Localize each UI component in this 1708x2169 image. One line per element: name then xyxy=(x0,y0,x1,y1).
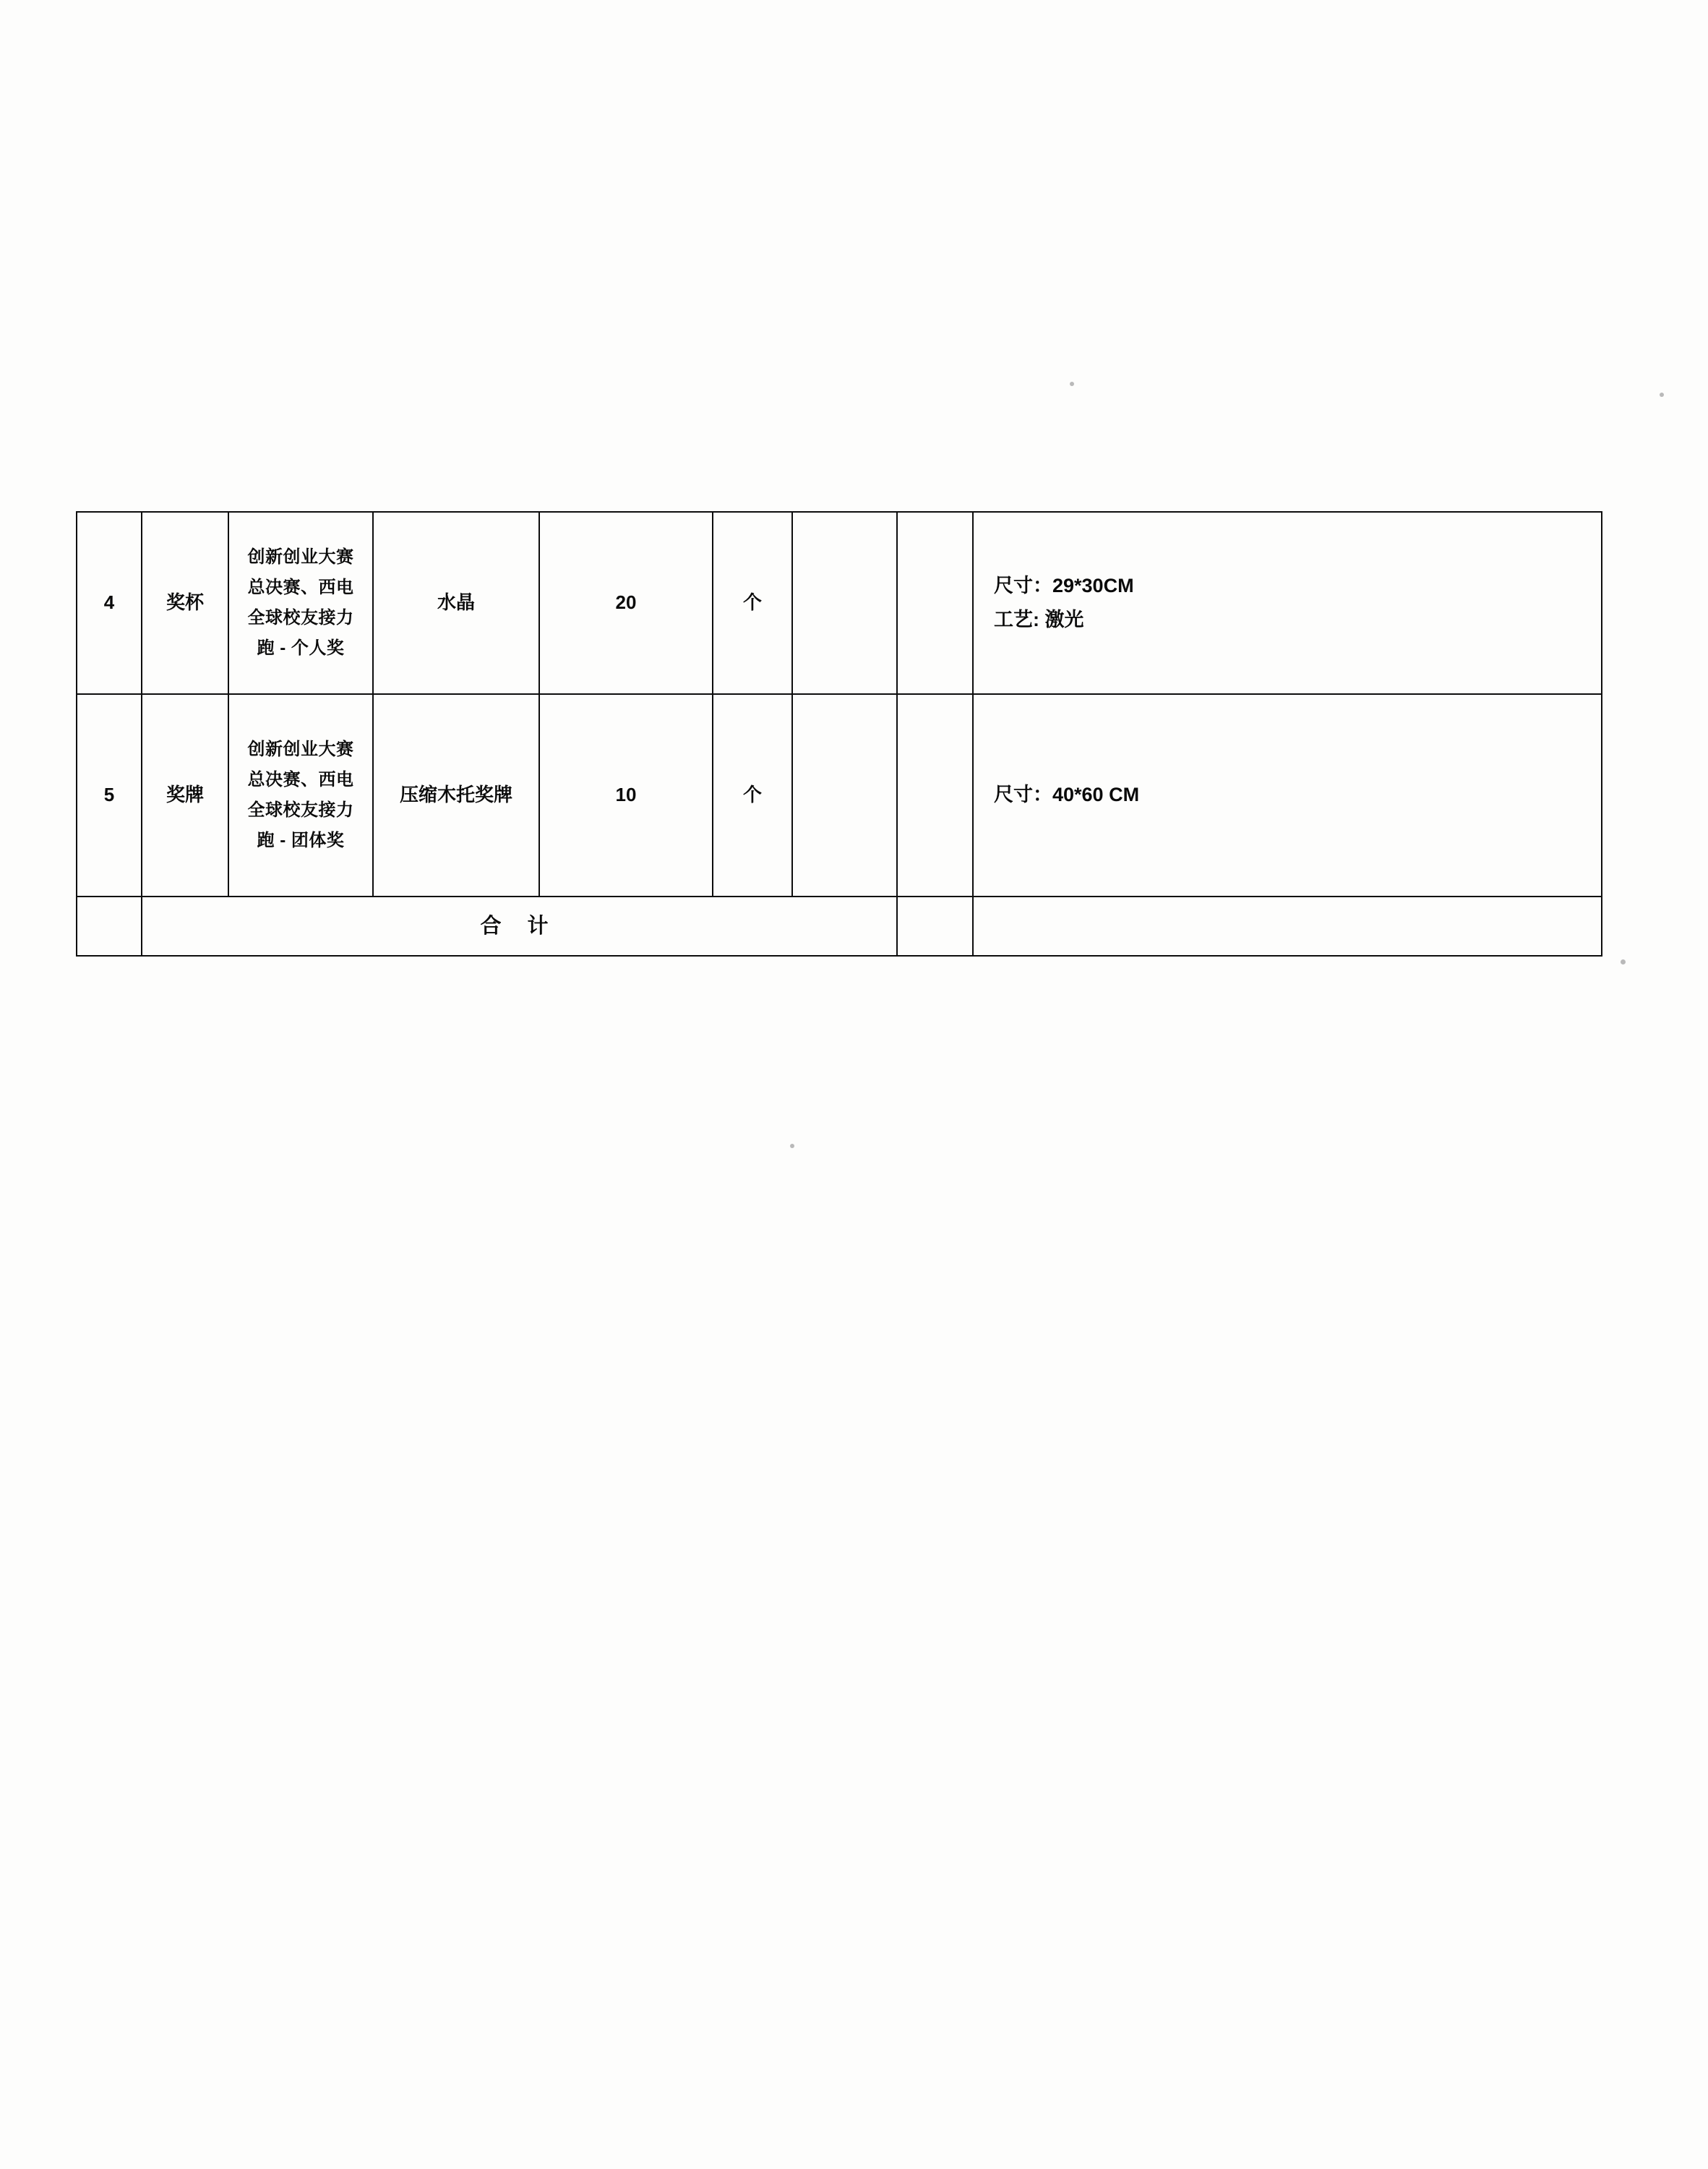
description-line: 创新创业大赛 xyxy=(247,547,354,567)
cell-material: 压缩木托奖牌 xyxy=(373,694,539,897)
description-line: 全球校友接力 xyxy=(247,608,354,628)
table-total-row xyxy=(77,897,1602,956)
cell-quantity: 20 xyxy=(539,512,713,694)
cell-blank xyxy=(897,694,973,897)
scan-speck xyxy=(1621,959,1626,964)
cell-quantity: 10 xyxy=(539,694,713,897)
cell-spec xyxy=(973,694,1602,897)
cell-index xyxy=(77,897,142,956)
cell-price xyxy=(792,512,897,694)
cell-material: 水晶 xyxy=(373,512,539,694)
cell-spec xyxy=(973,897,1602,956)
description-line: 跑 - 团体奖 xyxy=(257,831,345,850)
cell-blank xyxy=(897,512,973,694)
spec-line: 尺寸：29*30CM xyxy=(994,574,1134,596)
cell-name: 奖牌 xyxy=(142,694,228,897)
cell-price xyxy=(792,694,897,897)
cell-name: 奖杯 xyxy=(142,512,228,694)
spec-line: 尺寸：40*60 CM xyxy=(994,784,1140,806)
table-row xyxy=(77,512,1602,694)
description-line: 总决赛、西电 xyxy=(247,578,354,597)
cell-description xyxy=(228,512,373,694)
description-line: 跑 - 个人奖 xyxy=(257,638,345,658)
spec-line: 工艺: 激光 xyxy=(994,609,1084,630)
scan-speck xyxy=(1070,382,1074,386)
cell-unit: 个 xyxy=(713,694,792,897)
cell-description xyxy=(228,694,373,897)
cell-spec xyxy=(973,512,1602,694)
cell-blank xyxy=(897,897,973,956)
cell-unit: 个 xyxy=(713,512,792,694)
table-row xyxy=(77,694,1602,897)
scan-speck xyxy=(790,1144,794,1148)
items-table xyxy=(76,511,1602,957)
description-line: 全球校友接力 xyxy=(247,800,354,820)
cell-index: 5 xyxy=(77,694,142,897)
cell-index: 4 xyxy=(77,512,142,694)
scan-speck xyxy=(1660,393,1664,397)
description-line: 总决赛、西电 xyxy=(247,770,354,790)
total-label: 合 计 xyxy=(142,897,897,956)
description-line: 创新创业大赛 xyxy=(247,740,354,759)
